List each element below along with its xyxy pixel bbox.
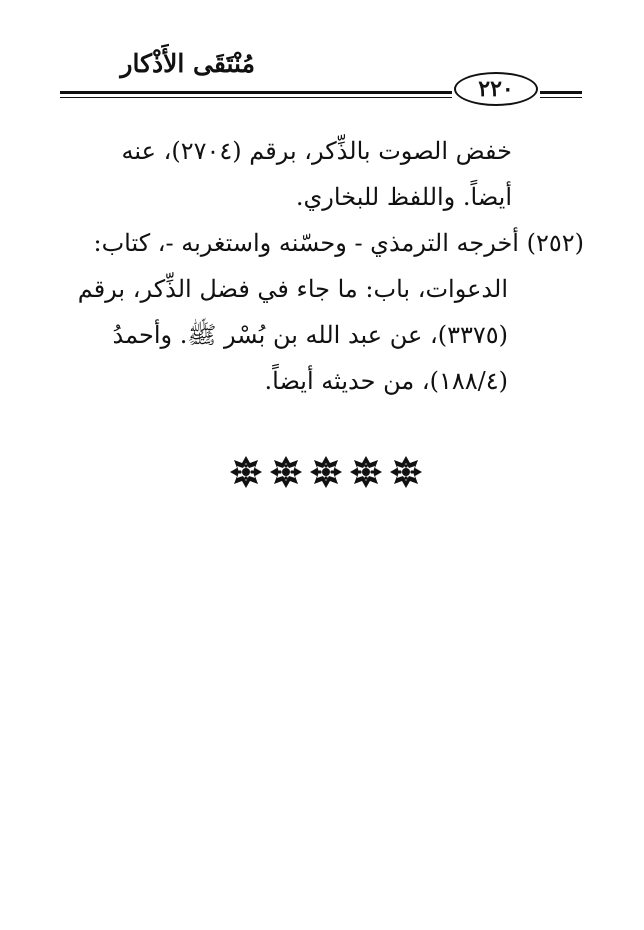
- flower-ornament-icon: [389, 455, 423, 489]
- flower-ornament-icon: [309, 455, 343, 489]
- flower-ornament-icon: [349, 455, 383, 489]
- footnote-line: (٢٥٢) أخرجه الترمذي - وحسّنه واستغربه -، كتاب:: [93, 229, 584, 257]
- section-divider-ornaments: [229, 455, 423, 489]
- text-line: (١٨٨/٤)، من حديثه أيضاً.: [264, 367, 508, 395]
- text-line: خفض الصوت بالذِّكر، برقم (٢٧٠٤)، عنه: [121, 137, 512, 165]
- flower-ornament-icon: [229, 455, 263, 489]
- running-title: مُنْتَقَى الأَذْكار: [120, 49, 255, 78]
- flower-ornament-icon: [269, 455, 303, 489]
- text-line: (٣٣٧٥)، عن عبد الله بن بُسْر ﷺ. وأحمدُ: [112, 321, 508, 349]
- header-rule-left: [60, 91, 452, 98]
- text-line: أيضاً. واللفظ للبخاري.: [295, 183, 512, 211]
- page-number: ٢٢٠: [454, 72, 538, 106]
- text-line: الدعوات، باب: ما جاء في فضل الذِّكر، برقم: [77, 275, 508, 303]
- header-rule-right: [540, 91, 582, 98]
- footnote-text: [58, 128, 584, 404]
